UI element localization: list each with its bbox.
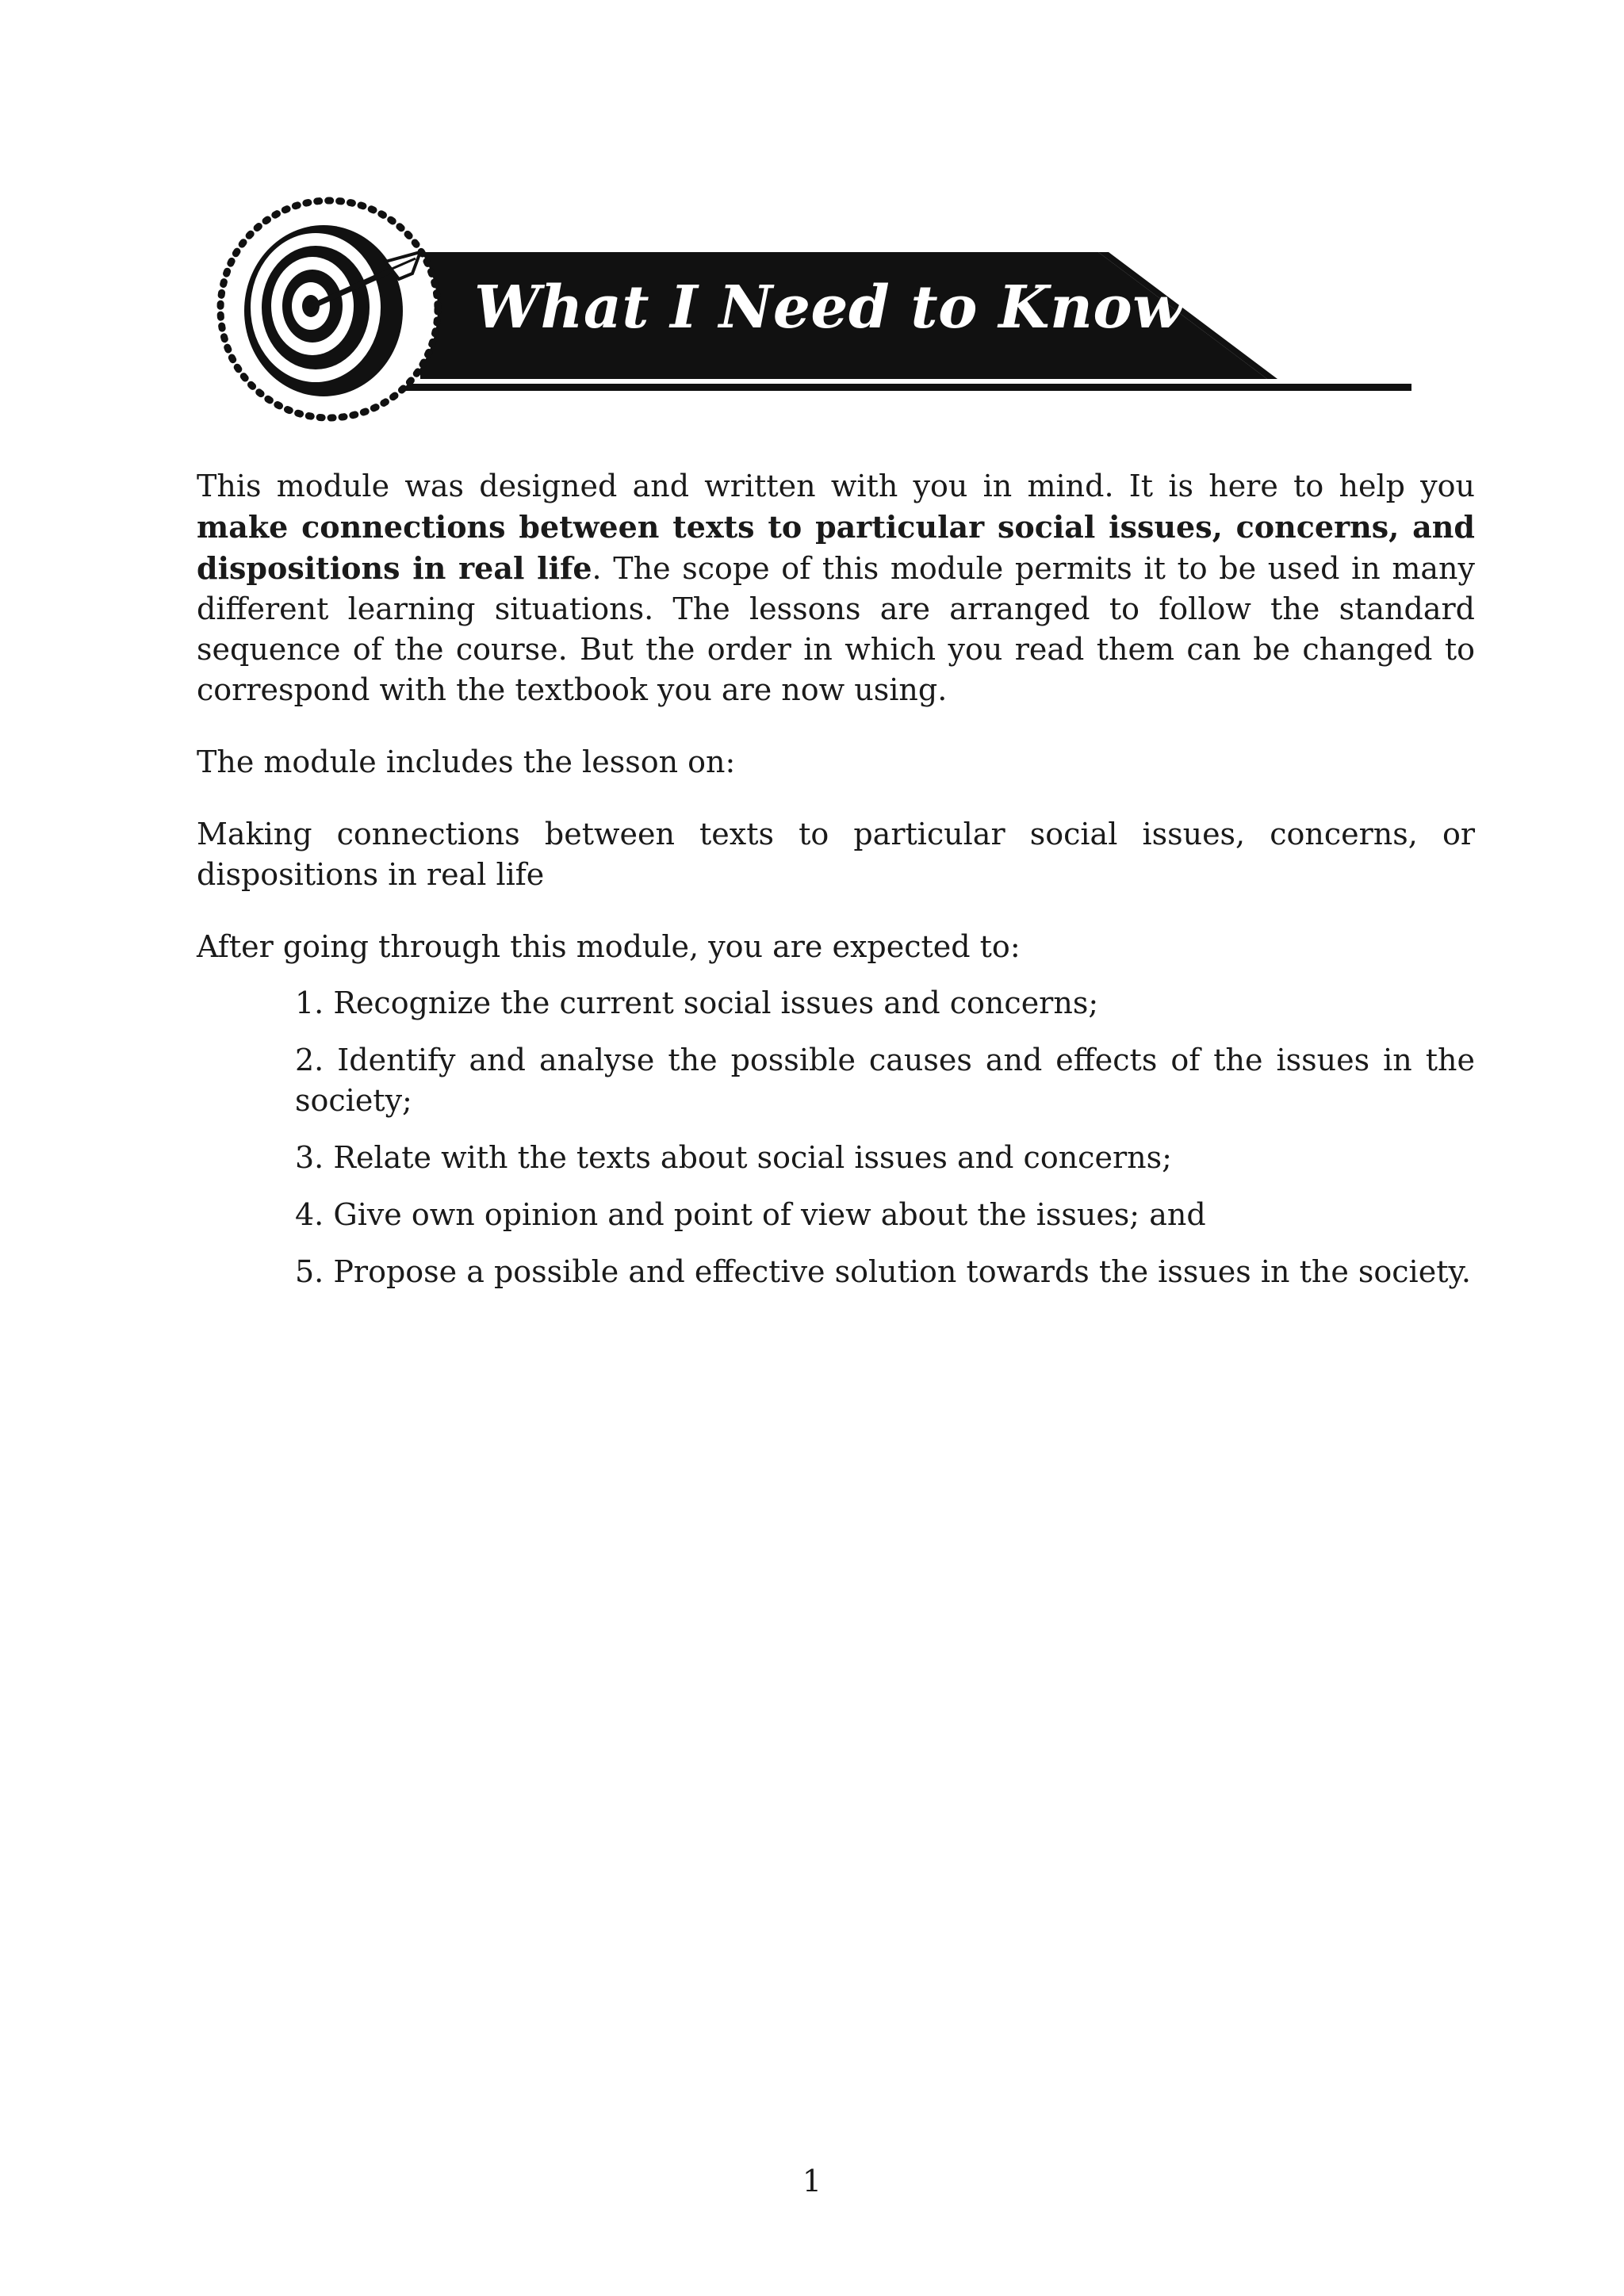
- header-graphic: [0, 0, 1624, 444]
- module-content: [197, 466, 1475, 1309]
- intro-key-phrase: make connections between texts to particular social issues, concerns, and dispositions in real life: [197, 509, 1475, 586]
- lesson-title: Making connections between texts to particular social issues, concerns, or dispositions in real life: [197, 817, 1475, 892]
- header-underline: [400, 384, 1411, 391]
- target-icon: [244, 225, 403, 396]
- objective-item: 2. Identify and analyse the possible causes and effects of the issues in the society;: [295, 1043, 1475, 1118]
- objective-item: 5. Propose a possible and effective solution towards the issues in the society.: [295, 1254, 1471, 1289]
- objective-item: 1. Recognize the current social issues and concerns;: [295, 985, 1099, 1020]
- intro-paragraph: [197, 466, 1475, 710]
- lesson-intro: The module includes the lesson on:: [197, 744, 736, 779]
- objective-item: 3. Relate with the texts about social issues and concerns;: [295, 1140, 1172, 1175]
- objective-item: 4. Give own opinion and point of view about the issues; and: [295, 1197, 1206, 1232]
- section-title: What I Need to Know: [474, 274, 1184, 342]
- objectives-intro: After going through this module, you are expected to:: [197, 929, 1021, 964]
- intro-text-end: . The scope of this module permits it to be used in many different learning situations. The lessons are arranged to follow the standard sequence of the course. But the order in which you read them can be changed to correspond with the textbook you are now using.: [197, 551, 1475, 707]
- page-number: 1: [802, 2164, 822, 2198]
- objectives-list: [197, 983, 1475, 1292]
- intro-text-start: This module was designed and written with you in mind. It is here to help you: [197, 469, 1475, 503]
- section-header: [0, 0, 1624, 444]
